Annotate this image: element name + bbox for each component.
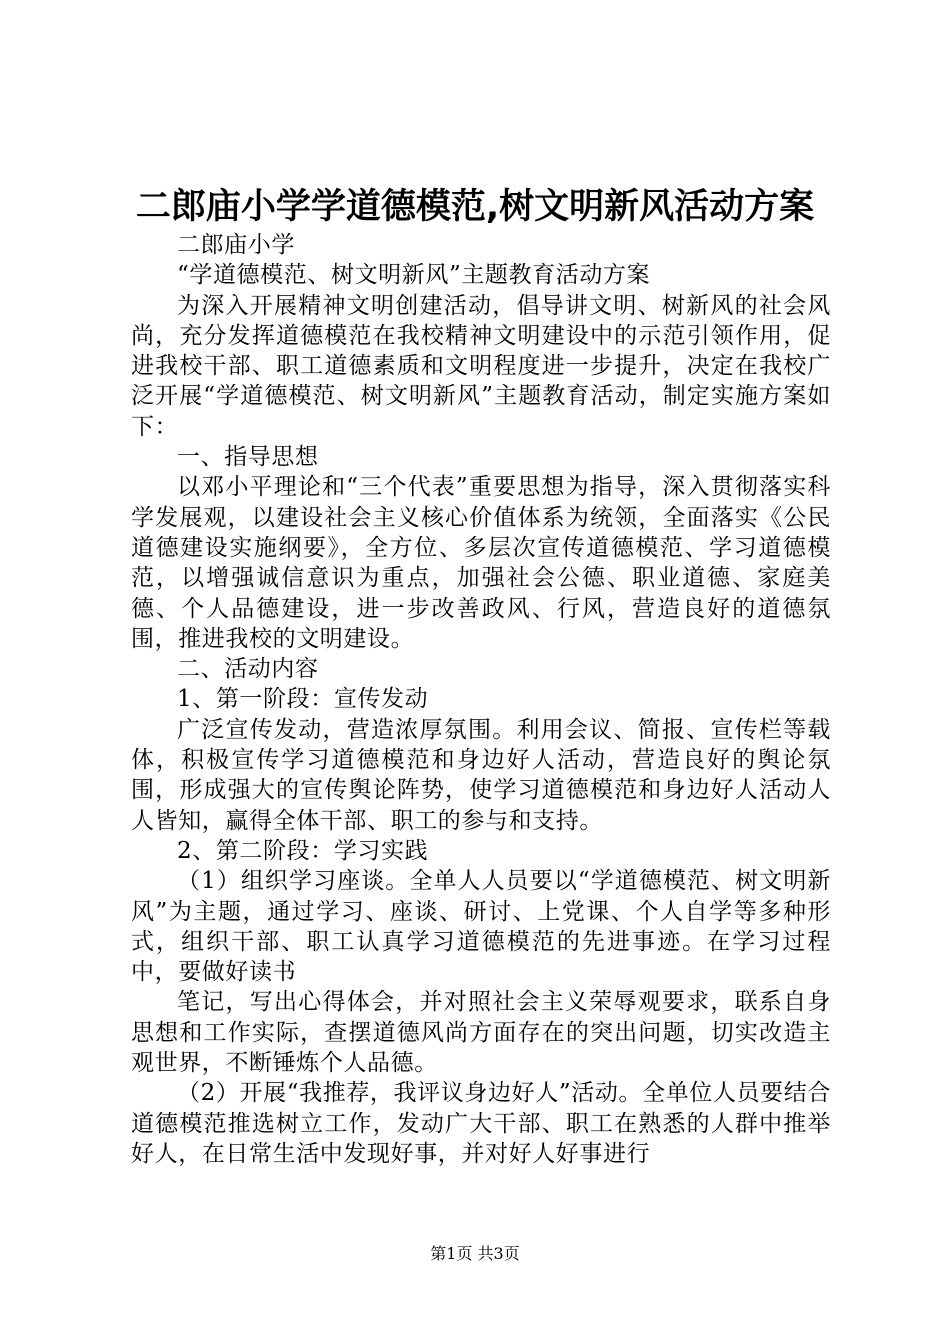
stage-one-heading: 1、第一阶段：宣传发动	[177, 686, 429, 713]
guiding-ideology-paragraph: 以邓小平理论和“三个代表”重要思想为指导，深入贯彻落实科学发展观，以建设社会主义核心价值体系为统领，全面落实《公民道德建设实施纲要》，全方位、多层次宣传道德模范、学习道德模范，以增强诚信意识为重点，加强社会公德、职业道德、家庭美德、个人品德建设，进一步改善政风、行风，营造良好的道德氛围，推进我校的文明建设。	[131, 474, 831, 652]
stage-two-item-1: （1）组织学习座谈。全单人人员要以“学道德模范、树文明新风”为主题，通过学习、座谈、研讨、上党课、个人自学等多种形式，组织干部、职工认真学习道德模范的先进事迹。在学习过程中，要做好读书	[131, 868, 831, 986]
section-heading-guiding-ideology: 一、指导思想	[177, 444, 319, 471]
page-footer: 第1页 共3页	[430, 1244, 520, 1263]
stage-one-paragraph: 广泛宣传发动，营造浓厚氛围。利用会议、简报、宣传栏等载体，积极宣传学习道德模范和身边好人活动，营造良好的舆论氛围，形成强大的宣传舆论阵势，使学习道德模范和身边好人活动人人皆知，赢得全体干部、职工的参与和支持。	[131, 716, 831, 834]
stage-two-item-1-continued: 笔记，写出心得体会，并对照社会主义荣辱观要求，联系自身思想和工作实际，查摆道德风尚方面存在的突出问题，切实改造主观世界，不断锤炼个人品德。	[131, 989, 831, 1077]
section-heading-activity-content: 二、活动内容	[177, 656, 319, 683]
plan-subtitle: “学道德模范、树文明新风”主题教育活动方案	[177, 262, 651, 289]
school-name-line: 二郎庙小学	[177, 232, 295, 258]
document-title: 二郎庙小学学道德模范,树文明新风活动方案	[135, 187, 815, 227]
intro-paragraph: 为深入开展精神文明创建活动，倡导讲文明、树新风的社会风尚，充分发挥道德模范在我校精神文明建设中的示范引领作用，促进我校干部、职工道德素质和文明程度进一步提升，决定在我校广泛开展“学道德模范、树文明新风”主题教育活动，制定实施方案如下：	[131, 292, 831, 440]
stage-two-heading: 2、第二阶段：学习实践	[177, 837, 429, 864]
stage-two-item-2: （2）开展“我推荐，我评议身边好人”活动。全单位人员要结合道德模范推选树立工作，发动广大干部、职工在熟悉的人群中推举好人，在日常生活中发现好事，并对好人好事进行	[131, 1080, 831, 1167]
document-body	[131, 230, 831, 1169]
